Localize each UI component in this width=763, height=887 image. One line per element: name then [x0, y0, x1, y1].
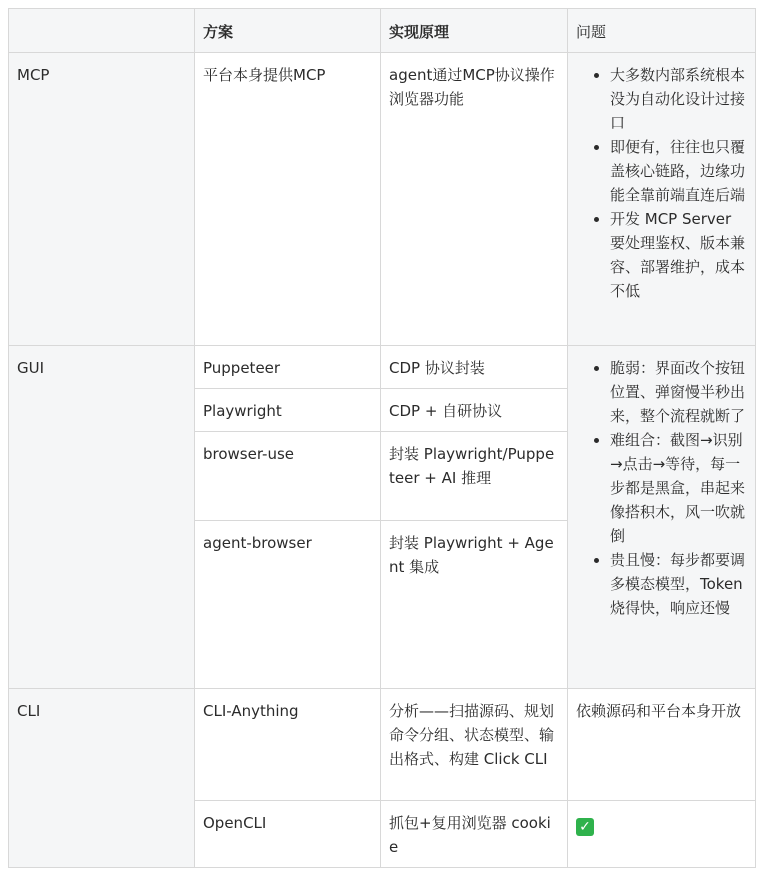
list-item: • 难组合：截图→识别→点击→等待，每一步都是黑盒，串起来像搭积木，风一吹就倒 — [610, 428, 747, 548]
solution-cell: Puppeteer — [195, 346, 381, 389]
solution-cell: agent-browser — [195, 521, 381, 689]
problem-cell-mcp — [568, 53, 756, 346]
principle-cell: 封装 Playwright/Puppeteer + AI 推理 — [381, 432, 568, 521]
table-row-mcp — [9, 53, 756, 346]
list-item: • 即便有，往往也只覆盖核心链路，边缘功能全靠前端直连后端 — [610, 135, 747, 207]
principle-cell: CDP 协议封装 — [381, 346, 568, 389]
group-label-cli: CLI — [9, 689, 195, 868]
header-group — [9, 9, 195, 53]
problem-list — [576, 356, 747, 620]
table-row-gui-1 — [9, 346, 756, 389]
comparison-table — [8, 8, 756, 868]
check-mark-icon: ✓ — [576, 818, 594, 836]
solution-cell: Playwright — [195, 389, 381, 432]
principle-cell: 封装 Playwright + Agent 集成 — [381, 521, 568, 689]
solution-cell: CLI-Anything — [195, 689, 381, 801]
problem-list — [576, 63, 747, 303]
list-item: • 贵且慢：每步都要调多模态模型，Token 烧得快，响应还慢 — [610, 548, 747, 620]
list-item: • 开发 MCP Server 要处理鉴权、版本兼容、部署维护，成本不低 — [610, 207, 747, 303]
principle-cell: 抓包+复用浏览器 cookie — [381, 801, 568, 868]
principle-cell: agent通过MCP协议操作浏览器功能 — [381, 53, 568, 346]
list-item: • 脆弱：界面改个按钮位置、弹窗慢半秒出来，整个流程就断了 — [610, 356, 747, 428]
solution-cell: 平台本身提供MCP — [195, 53, 381, 346]
header-row — [9, 9, 756, 53]
principle-cell: 分析——扫描源码、规划命令分组、状态模型、输出格式、构建 Click CLI — [381, 689, 568, 801]
table-row-cli-1 — [9, 689, 756, 801]
solution-cell: OpenCLI — [195, 801, 381, 868]
principle-cell: CDP + 自研协议 — [381, 389, 568, 432]
header-principle: 实现原理 — [381, 9, 568, 53]
group-label-mcp: MCP — [9, 53, 195, 346]
list-item: • 大多数内部系统根本没为自动化设计过接口 — [610, 63, 747, 135]
header-problem: 问题 — [568, 9, 756, 53]
group-label-gui: GUI — [9, 346, 195, 689]
problem-cell-gui — [568, 346, 756, 689]
problem-cell-cli-anything: 依赖源码和平台本身开放 — [568, 689, 756, 801]
header-solution: 方案 — [195, 9, 381, 53]
solution-cell: browser-use — [195, 432, 381, 521]
problem-cell-opencli — [568, 801, 756, 868]
